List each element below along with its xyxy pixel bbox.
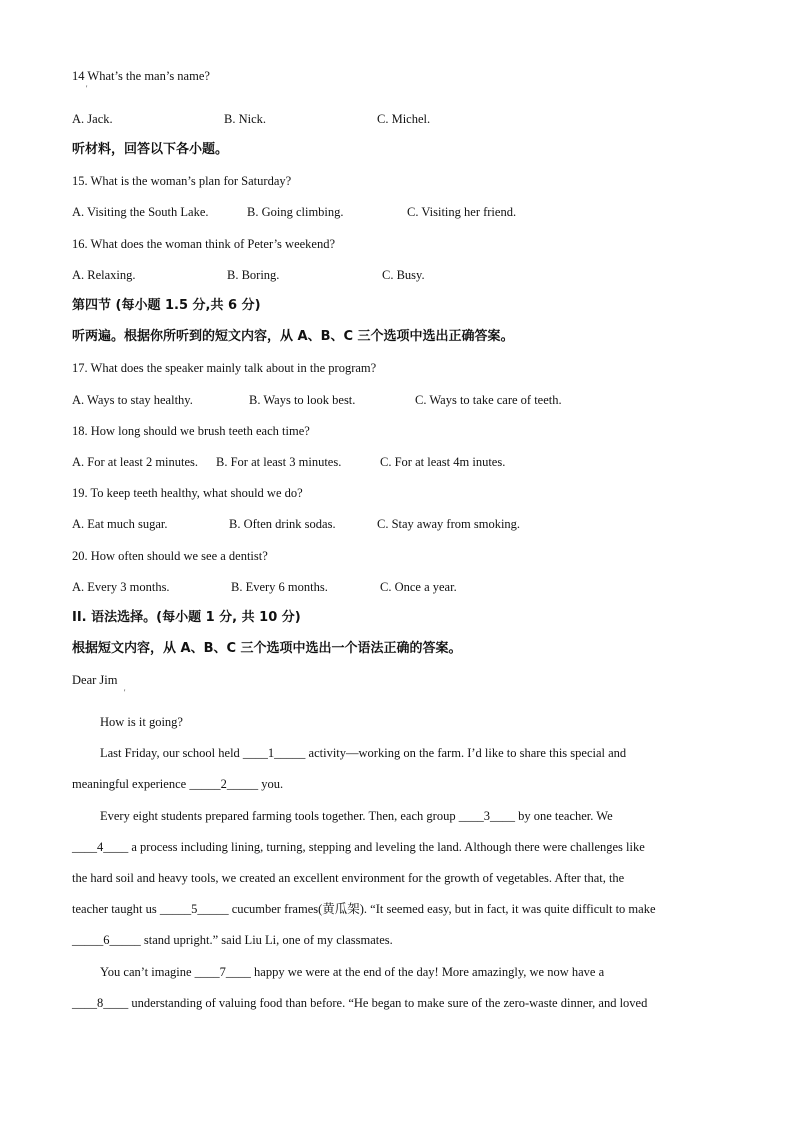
option-c: C. Stay away from smoking.	[377, 517, 521, 531]
letter-line: Last Friday, our school held ____1_____ activity—working on the farm. I’d like to share this special and	[100, 746, 627, 760]
letter-greeting: Dear Jim	[72, 673, 118, 687]
letter-line: _____6_____ stand upright.” said Liu Li, one of my classmates.	[72, 933, 393, 947]
option-c: C. For at least 4m inutes.	[380, 455, 506, 469]
letter-line: You can’t imagine ____7____ happy we were at the end of the day! More amazingly, we now have a	[100, 965, 605, 979]
option-a: A. Jack.	[72, 112, 113, 126]
letter-line: teacher taught us _____5_____ cucumber frames(黄瓜架). “It seemed easy, but in fact, it was quite difficult to make	[72, 902, 656, 916]
stray-mark: '	[124, 688, 126, 697]
blank-6: _____6_____	[72, 933, 141, 947]
option-b: B. Going climbing.	[247, 205, 344, 219]
option-c: C. Visiting her friend.	[407, 205, 517, 219]
option-c: C. Michel.	[377, 112, 431, 126]
option-b: B. Often drink sodas.	[229, 517, 336, 531]
option-b: B. For at least 3 minutes.	[216, 455, 342, 469]
question-15-stem: 15. What is the woman’s plan for Saturday?	[72, 174, 292, 188]
part-2-title: II. 语法选择。(每小题 1 分, 共 10 分)	[72, 610, 301, 625]
question-17-stem: 17. What does the speaker mainly talk about in the program?	[72, 361, 377, 375]
option-b: B. Ways to look best.	[249, 393, 356, 407]
section-4-title: 第四节 (每小题 1.5 分,共 6 分)	[72, 298, 261, 313]
blank-1: ____1_____	[242, 746, 306, 760]
option-a: A. Ways to stay healthy.	[72, 393, 193, 407]
letter-paragraph-1: How is it going?	[100, 715, 183, 729]
option-a: A. Every 3 months.	[72, 580, 170, 594]
option-c: C. Ways to take care of teeth.	[415, 393, 562, 407]
option-b: B. Boring.	[227, 268, 280, 282]
question-18-stem: 18. How long should we brush teeth each time?	[72, 424, 310, 438]
blank-7: ____7____	[194, 965, 251, 979]
stray-mark: '	[86, 84, 88, 93]
blank-4: ____4____	[72, 840, 129, 854]
blank-8: ____8____	[72, 996, 129, 1010]
blank-2: _____2_____	[189, 777, 259, 791]
letter-line: meaningful experience _____2_____ you.	[72, 777, 284, 791]
option-c: C. Once a year.	[380, 580, 457, 594]
blank-3: ____3____	[458, 809, 515, 823]
question-19-stem: 19. To keep teeth healthy, what should we do?	[72, 486, 303, 500]
letter-line: the hard soil and heavy tools, we created an excellent environment for the growth of vegetables. After that, the	[72, 871, 625, 885]
option-c: C. Busy.	[382, 268, 425, 282]
section-4-instruction: 听两遍。根据你所听到的短文内容，从 A、B、C 三个选项中选出正确答案。	[72, 329, 514, 344]
option-a: A. Relaxing.	[72, 268, 136, 282]
question-16-stem: 16. What does the woman think of Peter’s weekend?	[72, 237, 336, 251]
part-2-instruction: 根据短文内容，从 A、B、C 三个选项中选出一个语法正确的答案。	[72, 641, 462, 656]
listening-note: 听材料，回答以下各小题。	[72, 142, 229, 157]
question-14-stem: 14 What’s the man’s name?	[72, 69, 210, 83]
letter-line: Every eight students prepared farming tools together. Then, each group ____3____ by one teacher. We	[100, 809, 613, 823]
option-a: A. Eat much sugar.	[72, 517, 168, 531]
option-b: B. Nick.	[224, 112, 267, 126]
letter-line: ____8____ understanding of valuing food than before. “He began to make sure of the zero-waste dinner, and loved	[72, 996, 648, 1010]
option-a: A. Visiting the South Lake.	[72, 205, 209, 219]
blank-5: _____5_____	[159, 902, 229, 916]
option-b: B. Every 6 months.	[231, 580, 328, 594]
option-a: A. For at least 2 minutes.	[72, 455, 199, 469]
letter-line: ____4____ a process including lining, turning, stepping and leveling the land. Although there were challenges like	[72, 840, 645, 854]
question-20-stem: 20. How often should we see a dentist?	[72, 549, 268, 563]
